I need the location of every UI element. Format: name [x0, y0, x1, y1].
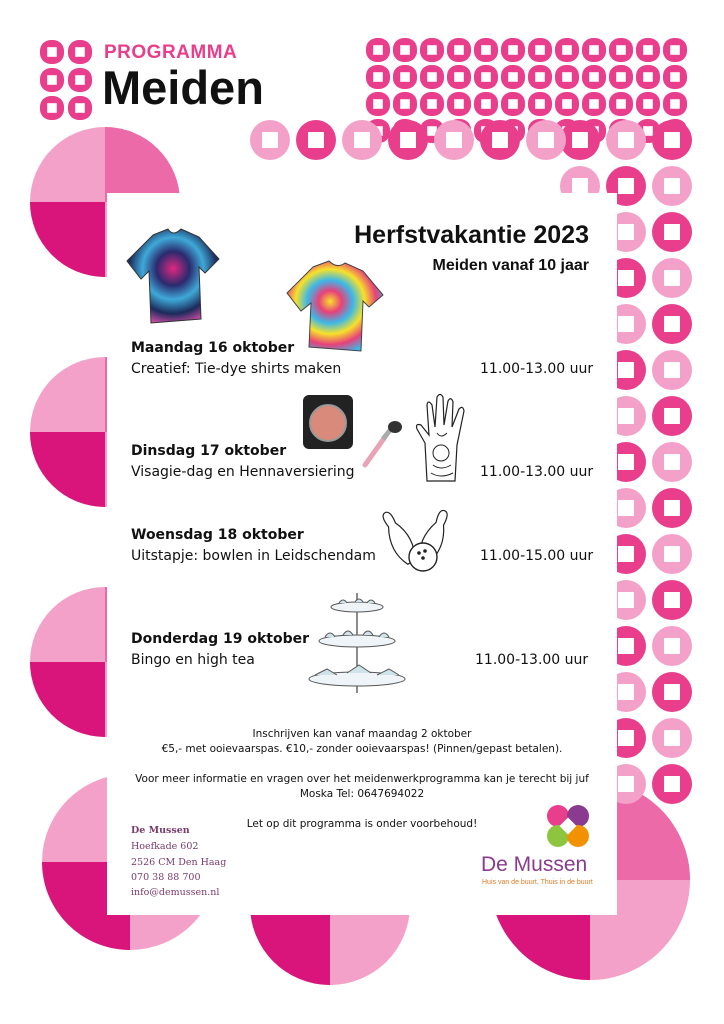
day-tuesday: Dinsdag 17 oktober	[131, 443, 287, 459]
program-kicker: PROGRAMMA	[104, 42, 238, 63]
day-wednesday: Woensdag 18 oktober	[131, 527, 304, 543]
address-email[interactable]: info@demussen.nl	[131, 887, 220, 898]
activity-monday: Creatief: Tie-dye shirts maken	[131, 361, 342, 377]
program-panel	[107, 193, 617, 915]
disclaimer: Let op dit programma is onder voorbehoud!	[246, 818, 478, 830]
day-thursday: Donderdag 19 oktober	[131, 631, 310, 647]
makeup-compact-icon	[301, 393, 355, 451]
activity-wednesday: Uitstapje: bowlen in Leidschendam	[131, 548, 376, 564]
day-monday: Maandag 16 oktober	[131, 340, 295, 356]
registration-info: Inschrijven kan vanaf maandag 2 oktober	[252, 728, 472, 740]
de-mussen-logo-icon	[543, 801, 593, 851]
time-thursday: 11.00-13.00 uur	[475, 652, 589, 668]
address-city: 2526 CM Den Haag	[131, 857, 227, 868]
time-monday: 11.00-13.00 uur	[480, 361, 594, 377]
time-tuesday: 11.00-13.00 uur	[480, 464, 594, 480]
high-tea-stand-icon	[307, 593, 407, 697]
address-phone: 070 38 88 700	[131, 872, 201, 883]
event-title: Herfstvakantie 2023	[354, 221, 589, 249]
address-street: Hoefkade 602	[131, 841, 199, 852]
logo-tagline: Huis van de buurt, Thuis in de buurt	[482, 879, 593, 886]
contact-info: Voor meer informatie en vragen over het meidenwerkprogramma kan je terecht bij juf	[135, 773, 589, 785]
tie-dye-shirt-rainbow-icon	[285, 257, 385, 357]
address-name: De Mussen	[131, 825, 190, 836]
time-wednesday: 11.00-15.00 uur	[480, 548, 594, 564]
logo-name: De Mussen	[481, 853, 588, 876]
page-title: Meiden	[102, 61, 264, 114]
activity-tuesday: Visagie-dag en Hennaversiering	[131, 464, 355, 480]
event-audience: Meiden vanaf 10 jaar	[432, 257, 589, 274]
activity-thursday: Bingo en high tea	[131, 652, 255, 668]
price-info: €5,- met ooievaarspas. €10,- zonder ooievaarspas! (Pinnen/gepast betalen).	[161, 743, 563, 755]
tie-dye-shirt-blue-icon	[123, 227, 223, 327]
bowling-icon	[379, 505, 459, 581]
makeup-brush-icon	[357, 419, 407, 469]
henna-hand-icon	[413, 393, 473, 483]
contact-phone: Moska Tel: 0647694022	[299, 788, 425, 800]
